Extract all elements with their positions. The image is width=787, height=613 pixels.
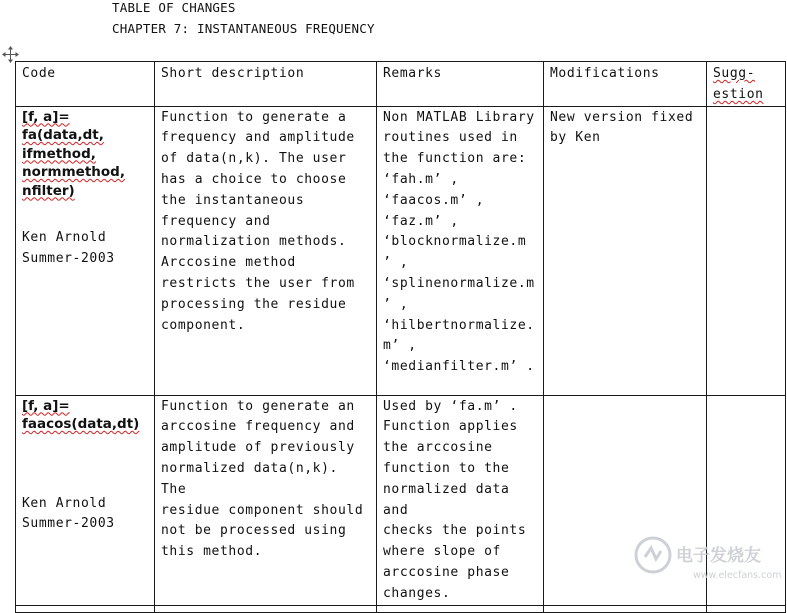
chapter-title: CHAPTER 7: INSTANTANEOUS FREQUENCY xyxy=(112,21,375,36)
author-text: Ken Arnold Summer-2003 xyxy=(22,230,115,266)
description-cell[interactable] xyxy=(155,395,377,605)
document-header xyxy=(112,0,375,39)
modifications-text: New version fixed by Ken xyxy=(550,109,694,146)
code-cell[interactable] xyxy=(16,605,155,612)
document-title: TABLE OF CHANGES xyxy=(112,0,236,15)
column-header-suggestion: Sugg- estion xyxy=(707,62,786,107)
remarks-text: Used by ‘fa.m’ . Function applies the arccosine function to the normalized data and checks the points where slope of arccosine phase changes. xyxy=(383,398,527,601)
column-header-remarks: Remarks xyxy=(377,62,544,107)
remarks-cell[interactable] xyxy=(377,605,544,612)
table-row xyxy=(16,106,786,395)
description-text: Function to generate a frequency and amplitude of data(n,k). The user has a choice to choose the instantaneous frequency and normalization methods. Arccosine method restricts the user from processing the residue component. xyxy=(161,109,355,333)
remarks-cell[interactable] xyxy=(377,395,544,605)
elecfans-watermark xyxy=(631,531,781,583)
code-signature: [f, a]= faacos(data,dt) xyxy=(22,397,140,433)
column-header-description: Short description xyxy=(155,62,377,107)
description-cell[interactable] xyxy=(155,106,377,395)
table-row xyxy=(16,605,786,612)
description-cell[interactable] xyxy=(155,605,377,612)
table-header-row xyxy=(16,62,786,107)
remarks-text: Non MATLAB Library routines used in the function are: ‘fah.m’ , ‘faacos.m’ , ‘faz.m’ , ‘blocknormalize.m ’ , ‘splinenormalize.m ’ , ‘hilbertnormalize. m’ , ‘medianfilter.m’ . xyxy=(383,109,535,375)
suggestion-cell[interactable] xyxy=(707,106,786,395)
changes-table xyxy=(15,61,786,613)
description-text: Function to generate an arccosine frequency and amplitude of previously normalized data(n,k). The residue component should not be processed using this method. xyxy=(161,398,364,560)
code-cell[interactable] xyxy=(16,106,155,395)
watermark-url: www.elecfans.com xyxy=(693,570,781,581)
modifications-cell[interactable] xyxy=(544,106,707,395)
elecfans-logo-icon xyxy=(636,538,670,572)
code-cell[interactable] xyxy=(16,395,155,605)
code-signature: [f, a]= fa(data,dt, ifmethod, normmethod, nfilter) xyxy=(22,108,125,199)
column-header-modifications: Modifications xyxy=(544,62,707,107)
author-text: Ken Arnold Summer-2003 xyxy=(22,495,115,532)
modifications-cell[interactable] xyxy=(544,605,707,612)
column-header-code: Code xyxy=(16,62,155,107)
watermark-text: 电子发烧友 xyxy=(676,546,761,566)
suggestion-cell[interactable] xyxy=(707,605,786,612)
remarks-cell[interactable] xyxy=(377,106,544,395)
